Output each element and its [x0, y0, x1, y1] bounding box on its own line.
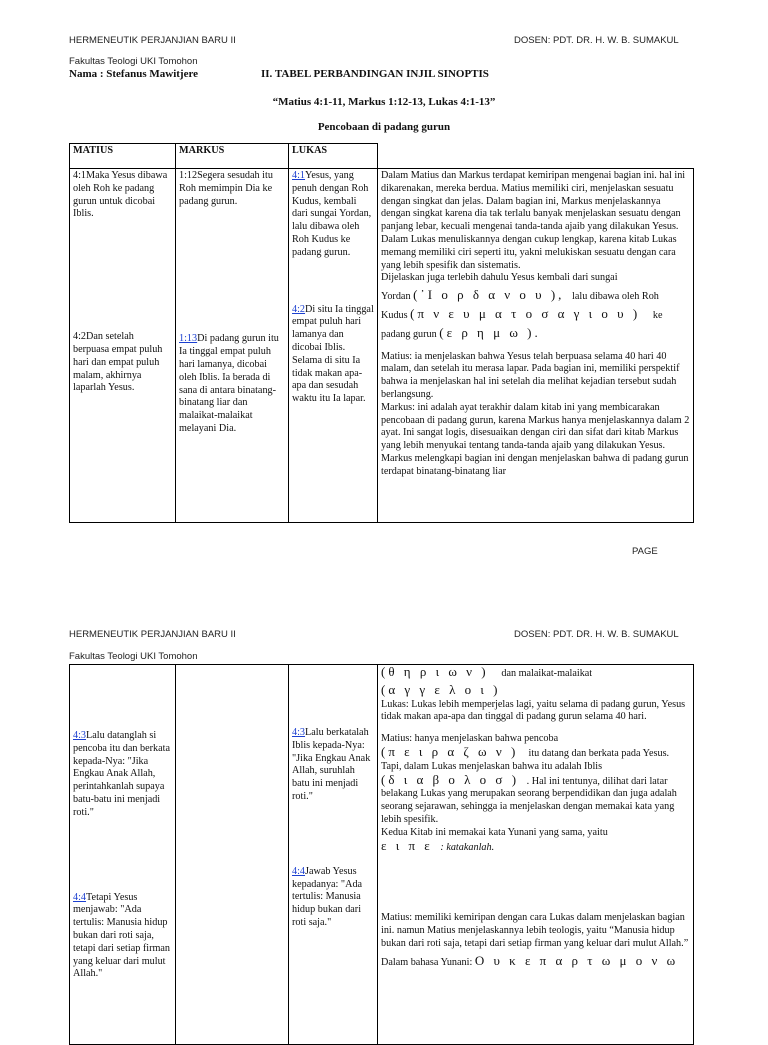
page2-lukas-column [289, 665, 378, 1045]
greek-ouk-ep-arto-mono: Ο υ κ ε π α ρ τ ω μ ο ν ω [474, 952, 679, 968]
commentary-p5: Markus: ini adalah ayat terakhir dalam kitab ini yang membicarakan pencobaan di padang gurun, karena Markus hanya menjelaskannya dalam 2 ayat. Ini sangat logis, disesuaikan dengan ciri dan sifat dari kitab Markus yang lebih menyukai tentang tanda-tanda ajaib yang dilakukan Yesus. [381, 401, 690, 452]
page2-markus-column [176, 665, 289, 1045]
lukas-4-3: 4:3Lalu berkatalah Iblis kepada-Nya: "Jika Engkau Anak Allah, suruhlah batu ini menjadi roti." [292, 727, 371, 802]
commentary-diabolos-line: (δ ι α β ο λ ο σ ) . Hal ini tentunya, dilihat dari latar belakang Lukas yang merupakan seorang berpendidikan dan juga adalah seorang sejarawan, sehingga ia menjelaskan dengan memakai kata yang lebih spesifik. [381, 771, 677, 825]
matius-4-3: 4:3Lalu datanglah si pencoba itu dan berkata kepada-Nya: "Jika Engkau Anak Allah, perintahkanlah supaya batu-batu ini menjadi roti." [73, 730, 171, 818]
page2-header-lecturer: DOSEN: PDT. DR. H. W. B. SUMAKUL [514, 629, 679, 640]
matius-4-4: 4:4Tetapi Yesus menjawab: "Ada tertulis: Manusia hidup bukan dari roti saja, tetapi dari setiap firman yang keluar dari mulut Allah." [73, 891, 171, 980]
lukas-4-4: 4:4Jawab Yesus kepadanya: "Ada tertulis: Manusia hidup bukan dari roti saja." [292, 865, 363, 928]
commentary-p2: Dalam Lukas menuliskannya dengan cukup lengkap, karena kitab Lukas memang memiliki ciri seperti itu, yakni melukiskan sesuatu dengan cara yang lebih spesifik dan sistematis. [381, 233, 677, 271]
passage-subtitle: “Matius 4:1-11, Markus 1:12-13, Lukas 4:1-13” [272, 96, 496, 108]
page1-faculty: Fakultas Teologi UKI Tomohon [69, 56, 198, 67]
greek-peirazon: (π ε ι ρ α ζ ω ν ) [381, 743, 519, 759]
verse-link-lukas-4-4[interactable]: 4:4 [292, 865, 306, 877]
student-name: Nama : Stefanus Mawitjere [69, 68, 199, 80]
commentary-kudus-line: Kudus (π ν ε υ μ α τ ο σ α γ ι ο υ ) ke [381, 305, 663, 321]
greek-pneumatos-agiou: (π ν ε υ μ α τ ο σ α γ ι ο υ ) [410, 305, 641, 321]
page2-header-course: HERMENEUTIK PERJANJIAN BARU II [69, 629, 236, 640]
page1-column-header-row [69, 143, 378, 169]
page2-commentary-column [378, 665, 694, 1045]
commentary-column [378, 169, 694, 523]
commentary-p4: Matius: ia menjelaskan bahwa Yesus telah berpuasa selama 40 hari 40 malam, dan setelah itu merasa lapar. Pada bagian ini, memiliki perspektif bahwa ia menjelaskan hal ini setelah dia melihat kejadian tersebut sudah berlangsung. [381, 350, 680, 400]
page2-commentary-p5: Matius: memiliki kemiripan dengan cara Lukas dalam menjelaskan bagian ini. namun Matius menjelaskannya lebih teologis, yaitu “Manusia hidup bukan dari roti saja, tetapi dari setiap firman yang keluar dari mulut Allah.” [381, 912, 689, 949]
table-title: II. TABEL PERBANDINGAN INJIL SINOPTIS [261, 68, 489, 80]
greek-eremo: (ε ρ η μ ω ). [439, 324, 541, 340]
page2-commentary-p4: Kedua Kitab ini memakai kata Yunani yang sama, yaitu [381, 826, 608, 838]
commentary-p6: Markus melengkapi bagian ini dengan menjelaskan bahwa di padang gurun terdapat binatang-binatang liar [381, 452, 689, 477]
col-header-markus: MARKUS [176, 144, 289, 169]
lukas-4-2: 4:2Di situ Ia tinggal empat puluh hari lamanya dan dicobai Iblis. Selama di situ Ia tidak makan apa-apa dan sesudah waktu itu Ia lapar. [292, 303, 374, 405]
greek-iordanou: (᾽Ι ο ρ δ α ν ο υ ), [413, 287, 565, 303]
topic-heading: Pencobaan di padang gurun [317, 121, 451, 133]
commentary-yordan-line: Yordan (᾽Ι ο ρ δ α ν ο υ ), lalu dibawa oleh Roh [381, 287, 659, 303]
commentary-p1: Dalam Matius dan Markus terdapat kemiripan mengenai bagian ini. hal ini dikarenakan, mereka berdua. Matius memiliki ciri, menjelaskan sesuatu dengan singkat dan jelas. Dalam bagian ini, Markus menjelaskannya dengan singkat karena dia tak terlalu banyak menjelaskan sesuatu dengan panjang lebar, kecuali mengenai tanda-tanda ajaib yang dilakukan Yesus. [381, 170, 686, 233]
lukas-column [289, 169, 378, 523]
verse-link-markus-1-13[interactable]: 1:13 [179, 333, 198, 345]
col-header-lukas: LUKAS [289, 144, 378, 169]
greek-diabolos: (δ ι α β ο λ ο σ ) [381, 771, 520, 787]
page1-header-course: HERMENEUTIK PERJANJIAN BARU II [69, 35, 236, 46]
greek-eipe: ε ι π ε [381, 837, 433, 853]
commentary-peirazon-line: (π ε ι ρ α ζ ω ν ) itu datang dan berkata pada Yesus. [381, 743, 670, 759]
page-footer-label: PAGE [632, 546, 658, 557]
markus-column [176, 169, 289, 523]
matius-4-1: 4:1Maka Yesus dibawa oleh Roh ke padang gurun untuk dicobai Iblis. [73, 170, 168, 220]
markus-1-13: 1:13Di padang gurun itu Ia tinggal empat puluh hari lamanya, dicobai oleh Iblis. Ia berada di sana di antara binatang-binatang liar dan malaikat-malaikat melayani Dia. [179, 333, 279, 434]
commentary-eipe-line: ε ι π ε : katakanlah. [381, 837, 495, 853]
page2-commentary-p3: Tapi, dalam Lukas menjelaskan bahwa itu adalah Iblis [381, 760, 603, 772]
verse-link-matius-4-4[interactable]: 4:4 [73, 891, 87, 903]
verse-link-lukas-4-1[interactable]: 4:1 [292, 170, 306, 181]
commentary-gurun-line: padang gurun (ε ρ η μ ω ). [381, 324, 541, 340]
commentary-therion-line: (θ η ρ ι ω ν ) dan malaikat-malaikat [381, 664, 593, 679]
verse-link-lukas-4-3[interactable]: 4:3 [292, 727, 306, 738]
matius-column [70, 169, 176, 523]
page2-commentary-p1: Lukas: Lukas lebih memperjelas lagi, yaitu selama di padang gurun, Yesus tidak makan apa-apa dan tinggal di padang gurun selama 40 hari. [381, 698, 686, 723]
page1-header-lecturer: DOSEN: PDT. DR. H. W. B. SUMAKUL [514, 35, 679, 46]
matius-4-2: 4:2Dan setelah berpuasa empat puluh hari dan empat puluh malam, akhirnya laparlah Yesus. [73, 331, 163, 394]
greek-angeloi: (α γ γ ε λ ο ι ) [381, 681, 501, 697]
page2-commentary-p2: Matius: hanya menjelaskan bahwa pencoba [381, 733, 559, 745]
commentary-ouk-line: Dalam bahasa Yunani: Ο υ κ ε π α ρ τ ω μ ο ν ω [381, 952, 679, 968]
page2-comparison-table [69, 664, 694, 1045]
page2-matius-column [70, 665, 176, 1045]
page1-comparison-table [69, 168, 694, 523]
col-header-matius: MATIUS [70, 144, 176, 169]
commentary-p3: Dijelaskan juga terlebih dahulu Yesus kembali dari sungai [381, 272, 618, 284]
greek-therion: (θ η ρ ι ω ν ) [381, 664, 489, 679]
page2-faculty: Fakultas Teologi UKI Tomohon [69, 651, 198, 662]
verse-link-lukas-4-2[interactable]: 4:2 [292, 303, 306, 315]
commentary-angeloi-line [381, 681, 690, 699]
lukas-4-1: 4:1Yesus, yang penuh dengan Roh Kudus, kembali dari sungai Yordan, lalu dibawa oleh Roh Kudus ke padang gurun. [292, 170, 372, 258]
markus-1-12: 1:12Segera sesudah itu Roh memimpin Dia ke padang gurun. [179, 170, 273, 207]
verse-link-matius-4-3[interactable]: 4:3 [73, 730, 87, 741]
